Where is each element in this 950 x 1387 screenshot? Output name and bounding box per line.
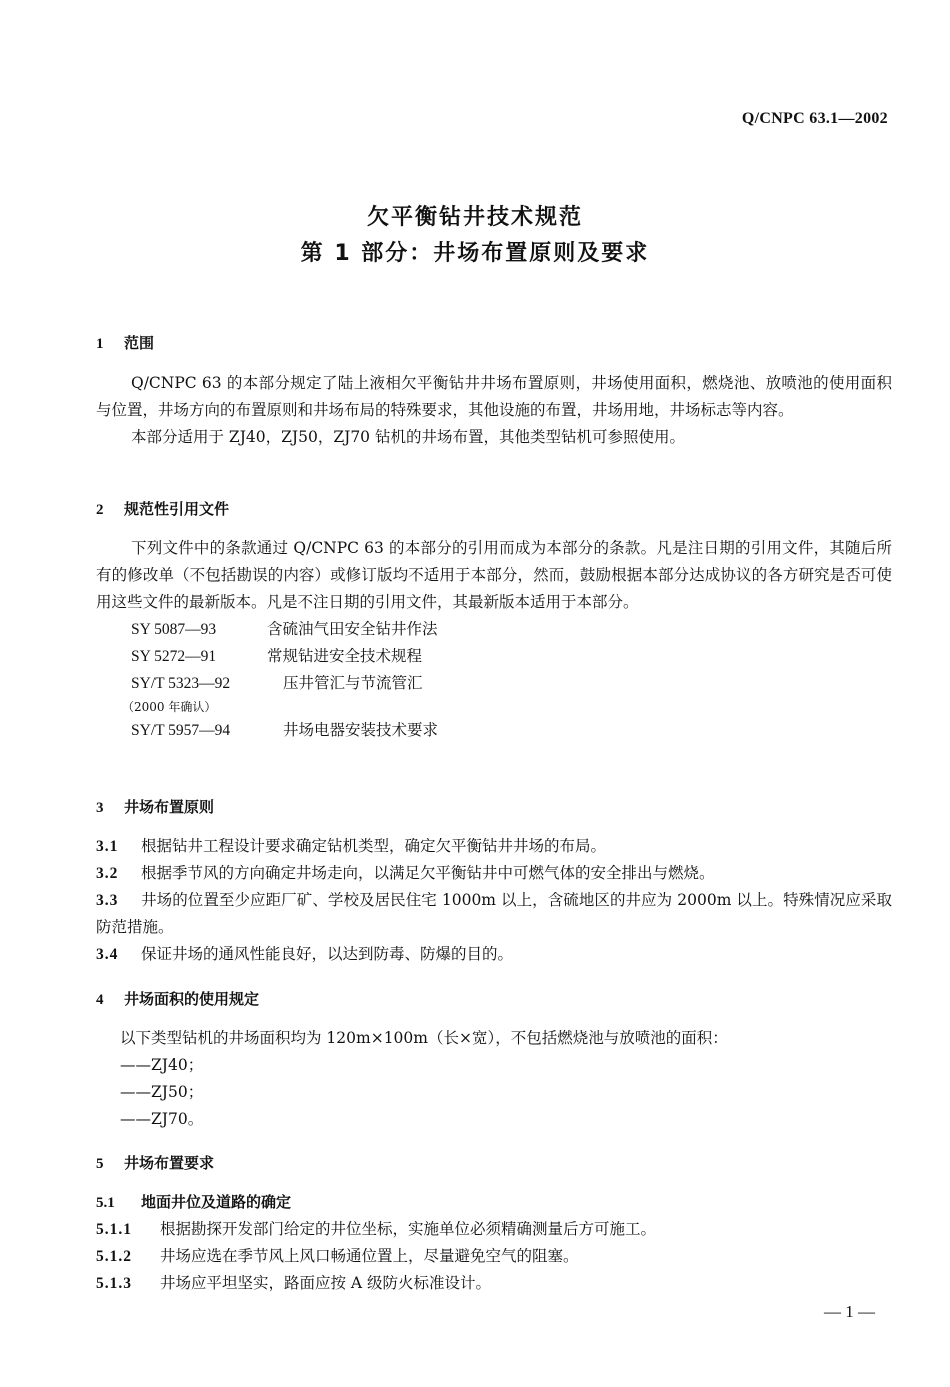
- clause-text: 根据季节风的方向确定井场走向，以满足欠平衡钻井中可燃气体的安全排出与燃烧。: [141, 864, 715, 882]
- clause-text: 井场应平坦坚实，路面应按 A 级防火标准设计。: [160, 1274, 492, 1292]
- standard-number: Q/CNPC 63.1—2002: [741, 110, 888, 127]
- clause-text: 保证井场的通风性能良好，以达到防毒、防爆的目的。: [141, 945, 514, 963]
- reference-code: SY/T 5957—94: [131, 722, 231, 739]
- section-title: 规范性引用文件: [124, 500, 230, 518]
- list-item: ——ZJ50；: [120, 1083, 204, 1101]
- page-number: — 1 —: [824, 1302, 875, 1321]
- reference-name: 含硫油气田安全钻井作法: [267, 620, 438, 638]
- clause-number: 3.1: [96, 838, 119, 855]
- section-title: 井场布置原则: [124, 798, 215, 816]
- section-heading: [96, 332, 892, 353]
- reference-code: SY 5087—93: [131, 621, 217, 638]
- section-number: 4: [96, 992, 104, 1008]
- clause-text: 井场应选在季节风上风口畅通位置上，尽量避免空气的阻塞。: [160, 1247, 579, 1265]
- clause-number: 5.1.1: [96, 1221, 132, 1238]
- clause: [96, 833, 892, 860]
- clause-number: 3.4: [96, 946, 119, 963]
- section-4-body: [96, 1025, 892, 1133]
- reference-name: 压井管汇与节流管汇: [283, 674, 423, 692]
- clause: [96, 1216, 892, 1243]
- section-heading: [96, 988, 892, 1009]
- clause-number: 5.1.3: [96, 1275, 132, 1292]
- section-3-body: [96, 833, 892, 968]
- section-3: [96, 796, 892, 817]
- section-number: 5: [96, 1156, 104, 1172]
- section-number: 1: [96, 336, 104, 352]
- clause-number: 5.1.2: [96, 1248, 132, 1265]
- paragraph: 本部分适用于 ZJ40，ZJ50，ZJ70 钻机的井场布置，其他类型钻机可参照使用。: [131, 428, 685, 446]
- clause-number: 3.3: [96, 892, 119, 909]
- clause: [96, 1243, 892, 1270]
- section-heading: [96, 498, 892, 519]
- subsection-heading: [96, 1191, 892, 1212]
- paragraph: 下列文件中的条款通过 Q/CNPC 63 的本部分的引用而成为本部分的条款。凡是注日期的引用文件，其随后所有的修改单（不包括勘误的内容）或修订版均不适用于本部分，然而，鼓励根据本部分达成协议的各方研究是否可使用这些文件的最新版本。凡是不注日期的引用文件，其最新版本适用于本部分。: [96, 539, 892, 611]
- document-subtitle: 第 1 部分：井场布置原则及要求: [300, 241, 650, 266]
- reference-name: 井场电器安装技术要求: [283, 721, 439, 739]
- list-item: ——ZJ70。: [120, 1110, 204, 1128]
- subsection-number: 5.1: [96, 1195, 115, 1211]
- clause: [96, 887, 892, 941]
- subsection-5-1-body: [96, 1216, 892, 1297]
- clause: [96, 1270, 892, 1297]
- section-heading: [96, 1152, 892, 1173]
- section-2: [96, 498, 892, 519]
- clause: [96, 860, 892, 887]
- clause-number: 3.2: [96, 865, 119, 882]
- clause: [96, 941, 892, 968]
- clause-text: 井场的位置至少应距厂矿、学校及居民住宅 1000m 以上，含硫地区的井应为 2000m 以上。特殊情况应采取防范措施。: [96, 891, 892, 936]
- section-title: 范围: [124, 334, 155, 352]
- list-item: ——ZJ40；: [120, 1056, 204, 1074]
- clause-text: 根据钻井工程设计要求确定钻机类型，确定欠平衡钻井井场的布局。: [141, 837, 607, 855]
- section-1-body: [96, 370, 892, 451]
- reference-item: [96, 670, 892, 697]
- paragraph: Q/CNPC 63 的本部分规定了陆上液相欠平衡钻井井场布置原则，井场使用面积，燃烧池、放喷池的使用面积与位置，井场方向的布置原则和井场布局的特殊要求，其他设施的布置，井场用地，井场标志等内容。: [96, 374, 892, 419]
- section-title: 井场面积的使用规定: [124, 990, 260, 1008]
- subsection-title: 地面井位及道路的确定: [141, 1193, 292, 1211]
- section-4: [96, 988, 892, 1009]
- reference-code: SY 5272—91: [131, 648, 217, 665]
- reference-code: SY/T 5323—92: [131, 675, 231, 692]
- clause-text: 根据勘探开发部门给定的井位坐标，实施单位必须精确测量后方可施工。: [160, 1220, 657, 1238]
- reference-item: [96, 616, 892, 643]
- reference-item: [96, 717, 892, 744]
- reference-note: （2000 年确认）: [122, 700, 217, 714]
- section-title: 井场布置要求: [124, 1154, 215, 1172]
- reference-name: 常规钻进安全技术规程: [267, 647, 423, 665]
- section-heading: [96, 796, 892, 817]
- reference-item: [96, 643, 892, 670]
- paragraph: 以下类型钻机的井场面积均为 120m×100m（长×宽），不包括燃烧池与放喷池的面积：: [120, 1029, 728, 1047]
- section-5: [96, 1152, 892, 1173]
- section-number: 2: [96, 502, 104, 518]
- subsection-5-1: [96, 1191, 892, 1212]
- section-1: [96, 332, 892, 353]
- document-title: 欠平衡钻井技术规范: [366, 205, 583, 230]
- section-2-body: [96, 535, 892, 744]
- section-number: 3: [96, 800, 104, 816]
